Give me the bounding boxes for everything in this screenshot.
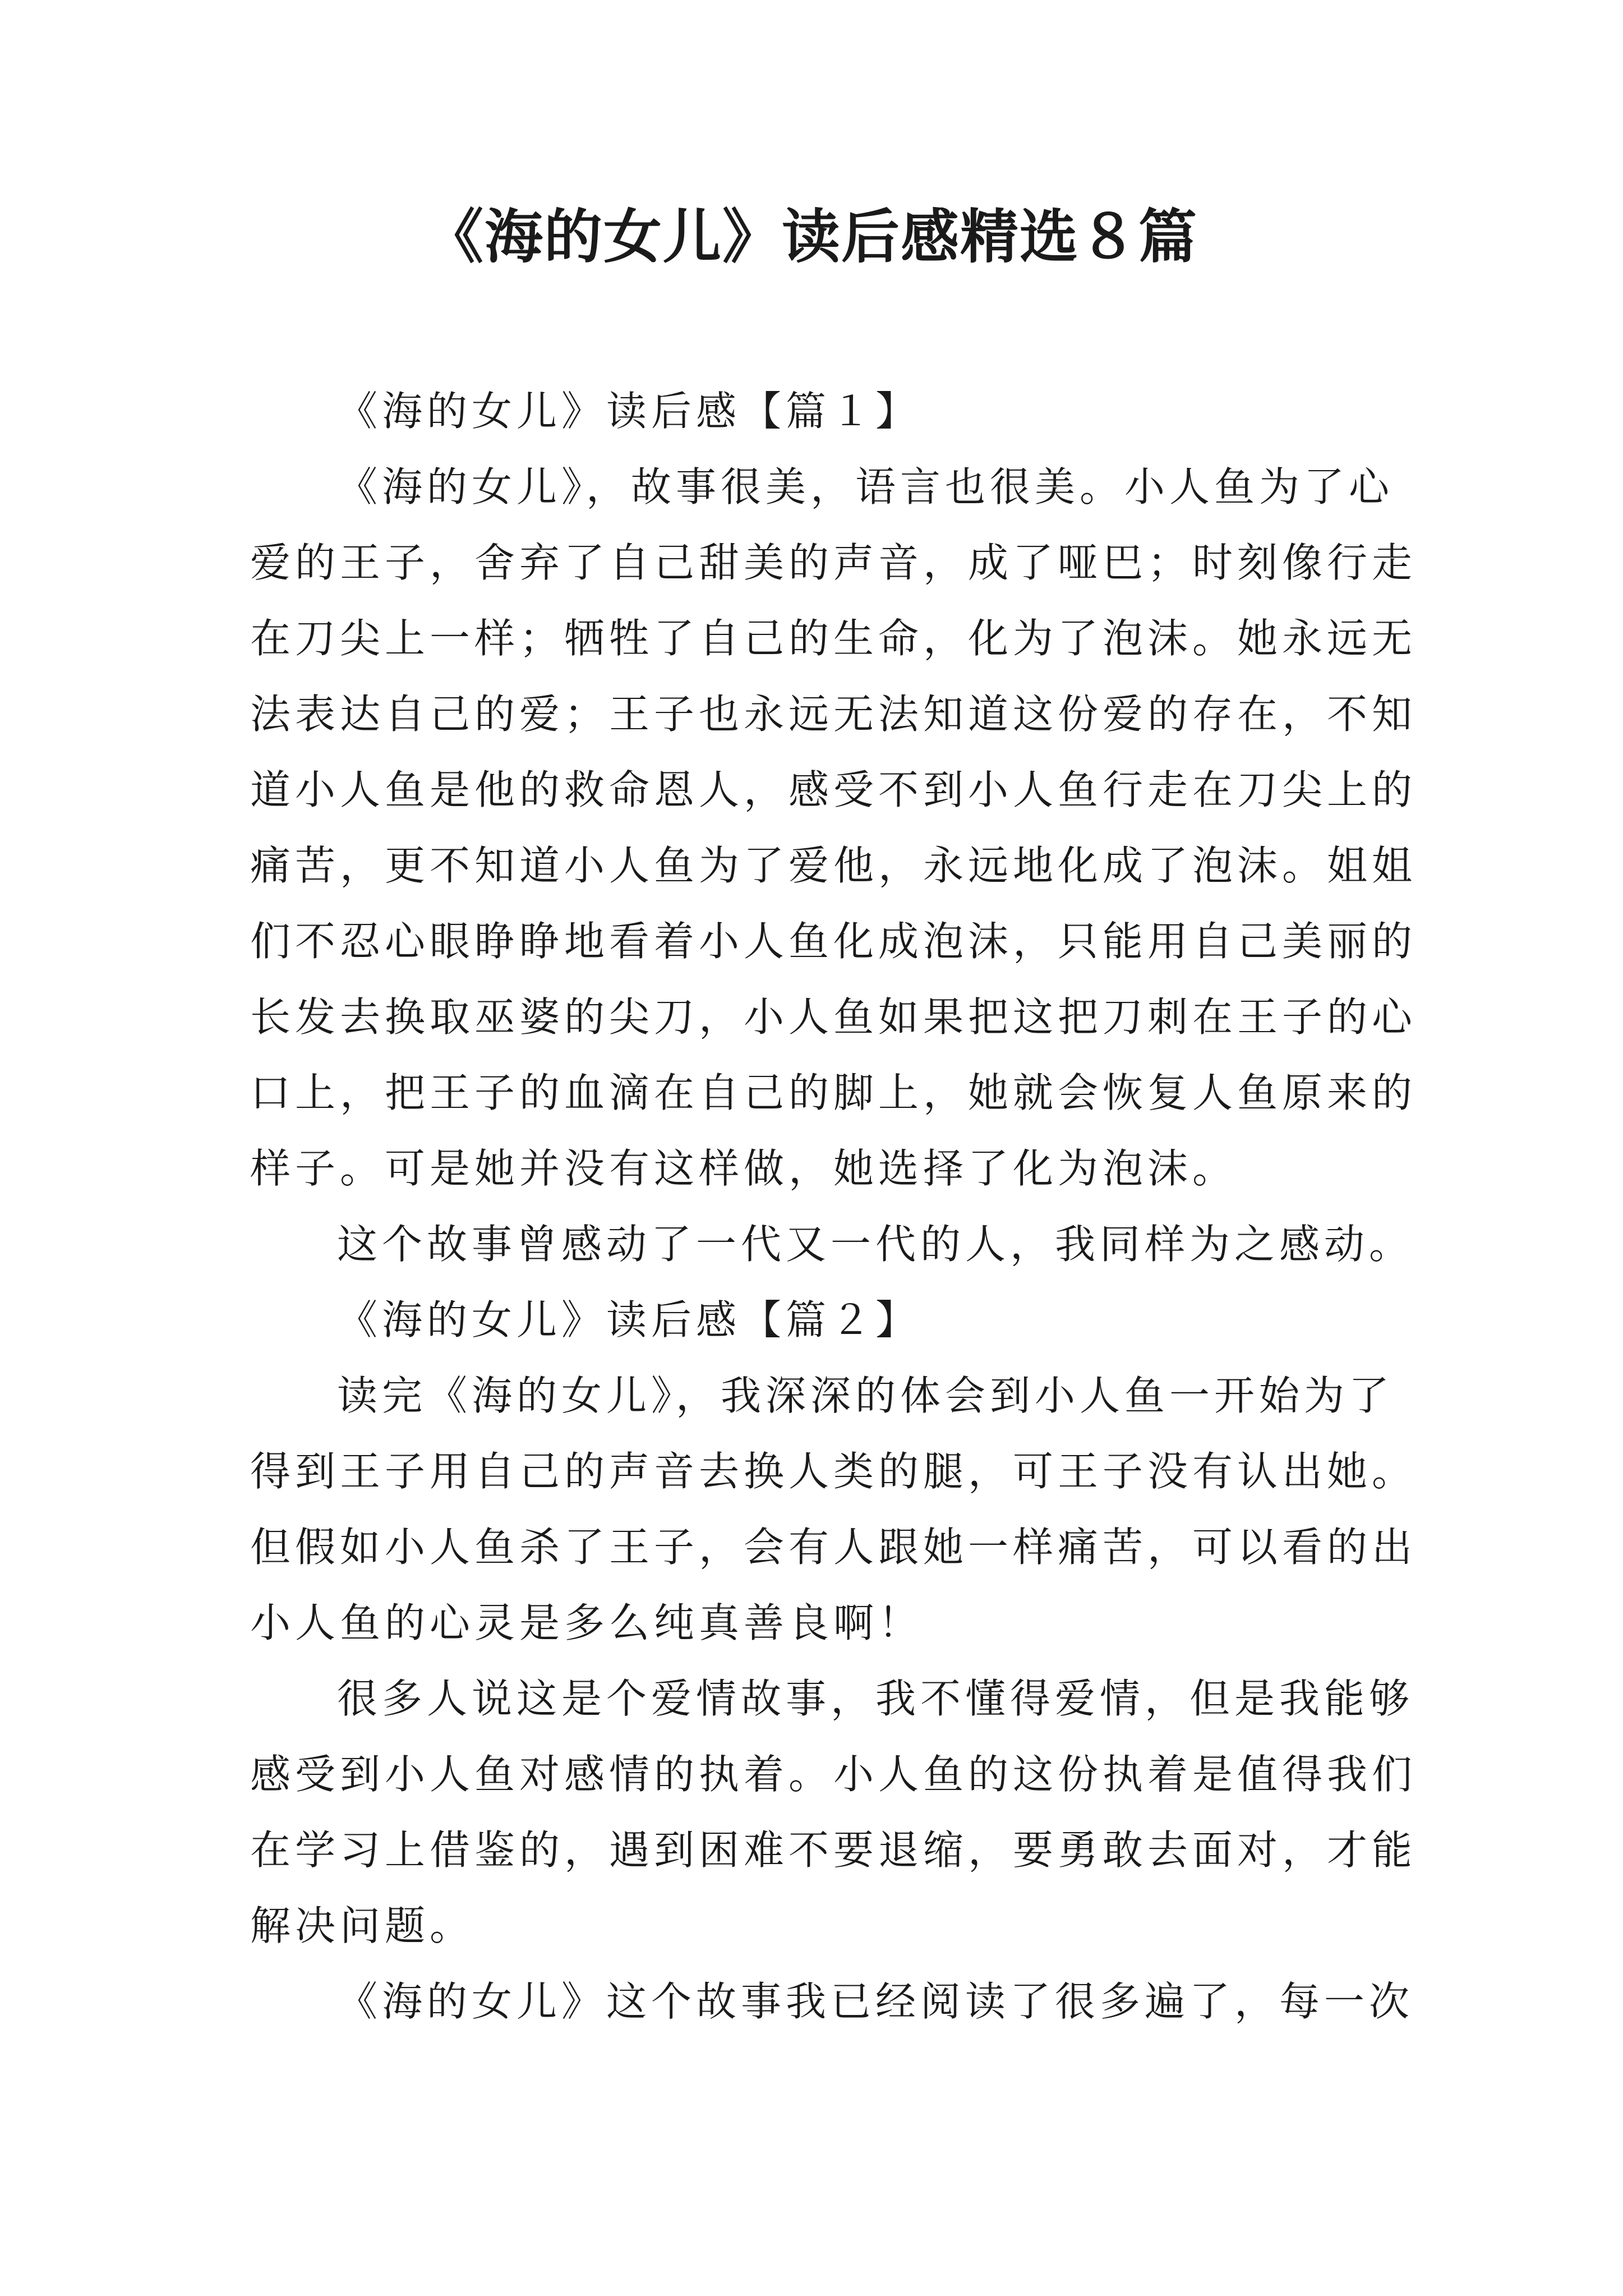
paragraph-line: 爱的王子，舍弃了自己甜美的声音，成了哑巴；时刻像行走 [250,539,1417,586]
paragraph-line: 在刀尖上一样；牺牲了自己的生命，化为了泡沫。她永远无 [250,615,1417,662]
paragraph-line: 很多人说这是个爱情故事，我不懂得爱情，但是我能够 [337,1675,1414,1722]
paragraph-line: 法表达自己的爱；王子也永远无法知道这份爱的存在，不知 [250,691,1417,738]
document-body [250,374,1417,2040]
section-heading-1: 《海的女儿》读后感【篇１】 [337,388,921,435]
paragraph-line: 长发去换取巫婆的尖刀，小人鱼如果把这把刀刺在王子的心 [250,993,1417,1041]
paragraph-line: 们不忍心眼睁睁地看着小人鱼化成泡沫，只能用自己美丽的 [250,918,1417,965]
paragraph-line: 读完《海的女儿》，我深深的体会到小人鱼一开始为了 [337,1372,1394,1419]
paragraph-line: 道小人鱼是他的救命恩人，感受不到小人鱼行走在刀尖上的 [250,766,1417,813]
paragraph-line: 解决问题。 [250,1902,475,1949]
paragraph-line: 得到王子用自己的声音去换人类的腿，可王子没有认出她。 [250,1448,1417,1495]
paragraph-line: 在学习上借鉴的，遇到困难不要退缩，要勇敢去面对，才能 [250,1826,1417,1874]
paragraph-line: 口上，把王子的血滴在自己的脚上，她就会恢复人鱼原来的 [250,1069,1417,1116]
section-heading-2: 《海的女儿》读后感【篇２】 [337,1296,921,1343]
paragraph-line: 《海的女儿》，故事很美，语言也很美。小人鱼为了心 [337,463,1394,510]
paragraph-line: 但假如小人鱼杀了王子，会有人跟她一样痛苦，可以看的出 [250,1524,1417,1571]
document-title: 《海的女儿》读后感精选８篇 [425,202,1198,271]
paragraph-line: 样子。可是她并没有这样做，她选择了化为泡沫。 [250,1145,1238,1192]
paragraph-line: 这个故事曾感动了一代又一代的人，我同样为之感动。 [337,1221,1414,1268]
paragraph-line: 《海的女儿》这个故事我已经阅读了很多遍了，每一次 [337,1978,1414,2025]
paragraph-line: 小人鱼的心灵是多么纯真善良啊！ [250,1599,924,1646]
paragraph-line: 感受到小人鱼对感情的执着。小人鱼的这份执着是值得我们 [250,1751,1417,1798]
paragraph-line: 痛苦，更不知道小人鱼为了爱他，永远地化成了泡沫。姐姐 [250,842,1417,889]
